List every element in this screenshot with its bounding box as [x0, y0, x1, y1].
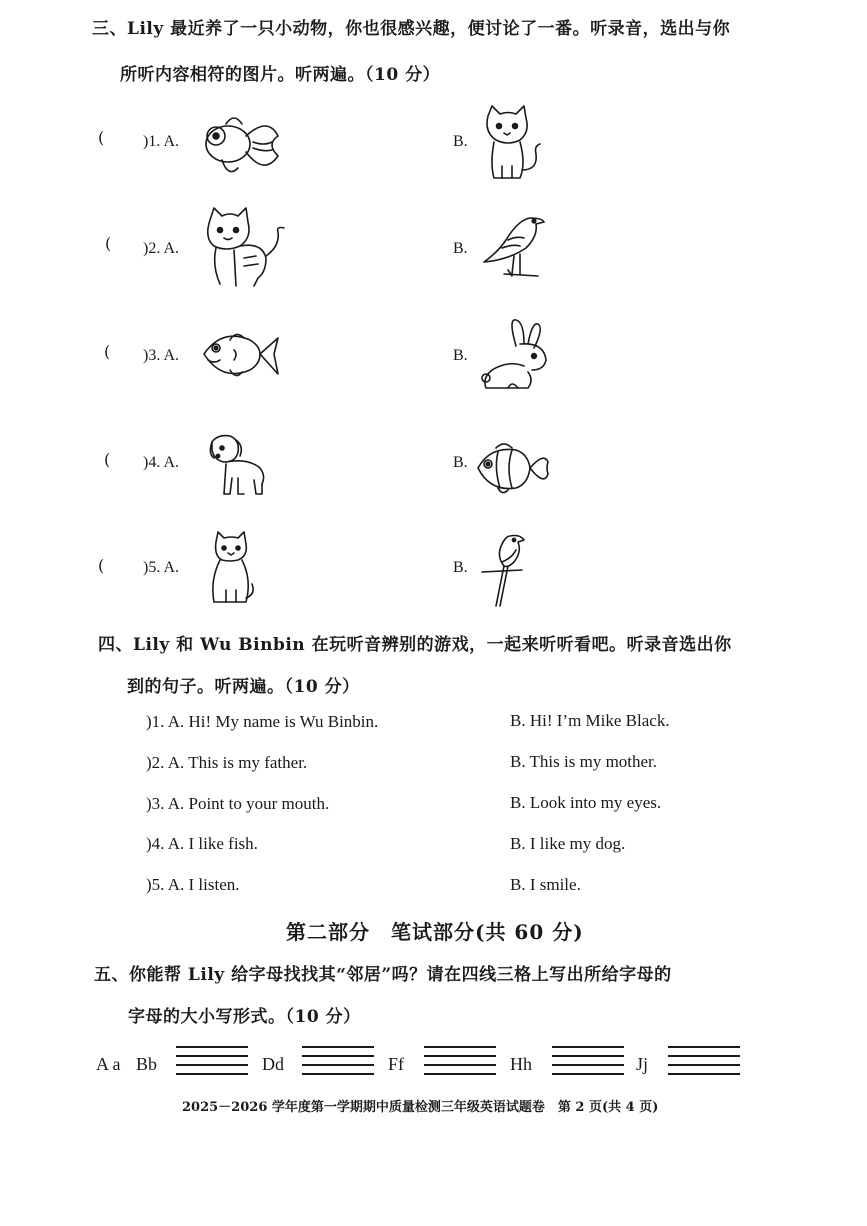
sentence-option-a[interactable]: )4. A. I like fish. — [146, 834, 258, 853]
option-b-label: B. — [453, 240, 468, 257]
parrot-picture[interactable] — [478, 532, 530, 608]
perched-bird-picture[interactable] — [478, 210, 548, 282]
sentence-option-b[interactable]: B. Hi! I’m Mike Black. — [510, 711, 670, 730]
question-number: )5. A. — [143, 559, 179, 576]
section3-heading-line2: 所听内容相符的图片。听两遍。（10 分） — [120, 65, 441, 85]
option-b-label: B. — [453, 559, 468, 576]
letter-hh: Hh — [510, 1054, 532, 1074]
letter-aa: A a — [96, 1054, 121, 1074]
sitting-cat-picture[interactable] — [206, 530, 256, 606]
section5-heading-line2: 字母的大小写形式。（10 分） — [128, 1007, 361, 1027]
question-number: )1. A. — [143, 133, 179, 150]
sentence-option-a[interactable]: )2. A. This is my father. — [146, 753, 308, 772]
answer-paren[interactable]: ( — [104, 450, 111, 469]
letter-jj: Jj — [636, 1054, 649, 1074]
writing-lines[interactable] — [176, 1046, 248, 1076]
sentence-option-b[interactable]: B. I like my dog. — [510, 834, 626, 853]
page-footer: 2025－2026 学年度第一学期期中质量检测三年级英语试题卷 第 2 页(共 4 页) — [182, 1100, 659, 1115]
letter-dd: Dd — [262, 1054, 284, 1074]
sentence-option-b[interactable]: B. This is my mother. — [510, 752, 658, 771]
question-number: )2. A. — [143, 240, 179, 257]
sentence-option-b[interactable]: B. Look into my eyes. — [510, 793, 662, 812]
section4-heading-line1: 四、Lily 和 Wu Binbin 在玩听音辨别的游戏，一起来听听看吧。听录音选出你 — [98, 635, 732, 655]
writing-lines[interactable] — [668, 1046, 740, 1076]
section3-heading-line1: 三、Lily 最近养了一只小动物，你也很感兴趣，便讨论了一番。听录音，选出与你 — [92, 19, 731, 39]
sentence-option-b[interactable]: B. I smile. — [510, 875, 581, 894]
kitten-picture[interactable] — [200, 206, 288, 292]
sentence-option-a[interactable]: )3. A. Point to your mouth. — [146, 794, 330, 813]
question-number: )4. A. — [143, 454, 179, 471]
letter-bb: Bb — [136, 1054, 158, 1074]
answer-paren[interactable]: ( — [105, 234, 112, 253]
goldfish-picture[interactable] — [198, 106, 290, 186]
part2-title: 第二部分 笔试部分(共 60 分) — [286, 920, 584, 944]
question-number: )3. A. — [143, 347, 179, 364]
letter-ff: Ff — [388, 1054, 405, 1074]
fish-picture[interactable] — [200, 324, 282, 386]
section5-heading-line1: 五、你能帮 Lily 给字母找找其“邻居”吗？请在四线三格上写出所给字母的 — [94, 965, 672, 985]
writing-lines[interactable] — [424, 1046, 496, 1076]
answer-paren[interactable]: ( — [104, 342, 111, 361]
rabbit-picture[interactable] — [478, 316, 550, 396]
option-b-label: B. — [453, 347, 468, 364]
puppy-picture[interactable] — [208, 432, 268, 498]
writing-lines[interactable] — [302, 1046, 374, 1076]
option-b-label: B. — [453, 454, 468, 471]
cat-front-picture[interactable] — [480, 104, 546, 184]
section4-heading-line2: 到的句子。听两遍。（10 分） — [127, 677, 360, 697]
writing-lines[interactable] — [552, 1046, 624, 1076]
clownfish-picture[interactable] — [476, 440, 550, 498]
answer-paren[interactable]: ( — [98, 128, 105, 147]
option-b-label: B. — [453, 133, 468, 150]
answer-paren[interactable]: ( — [98, 556, 105, 575]
sentence-option-a[interactable]: )5. A. I listen. — [146, 875, 240, 894]
sentence-option-a[interactable]: )1. A. Hi! My name is Wu Binbin. — [146, 712, 379, 731]
